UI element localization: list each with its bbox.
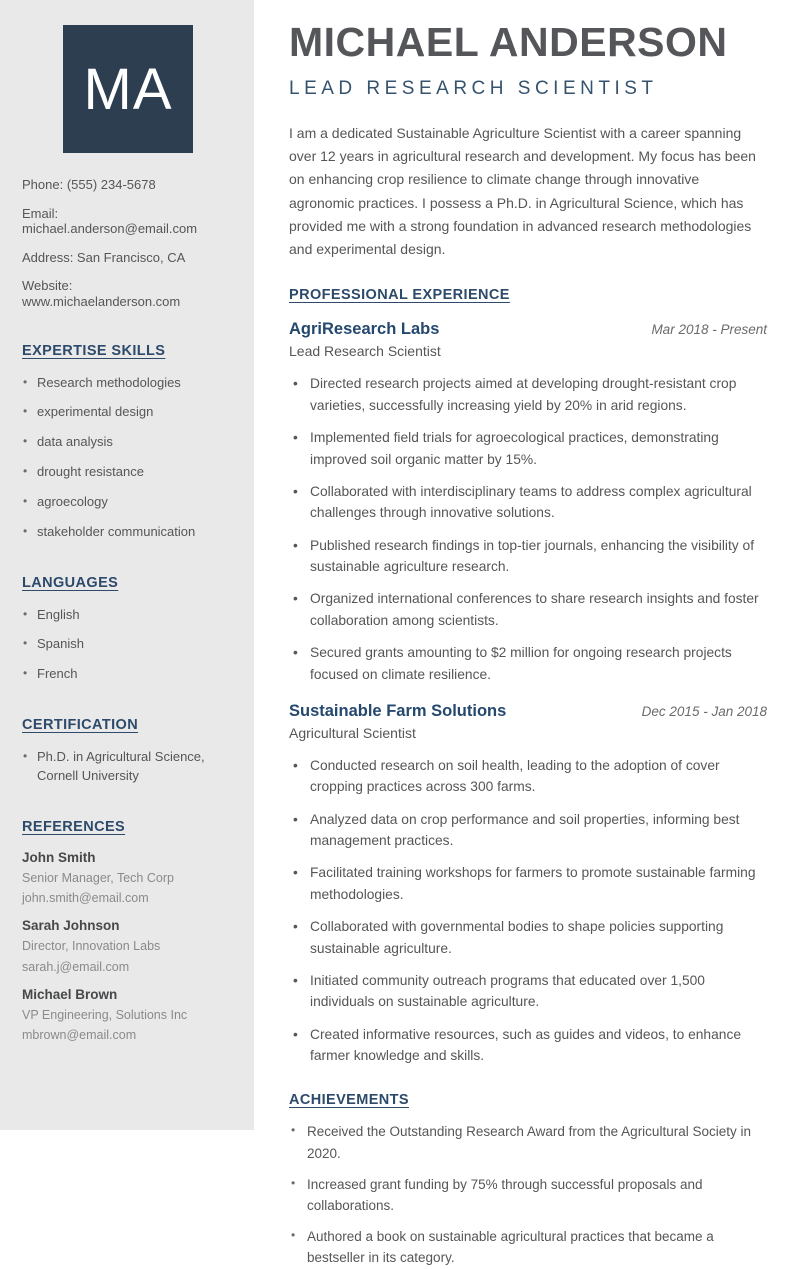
skill-item: • agroecology: [22, 493, 234, 512]
skills-section: [22, 343, 234, 542]
certification-section-title: CERTIFICATION: [22, 717, 139, 734]
job-bullet: • Initiated community outreach programs that educated over 1,500 individuals on sustainable agriculture.: [289, 970, 767, 1013]
contact-email: Email: michael.anderson@email.com: [22, 205, 198, 237]
job-company: Sustainable Farm Solutions: [289, 701, 507, 720]
job-bullet-list: [289, 755, 767, 1067]
job-bullet: • Secured grants amounting to $2 million for ongoing research projects focused on climate resilience.: [289, 642, 767, 685]
job-bullet: • Published research findings in top-tier journals, enhancing the visibility of sustainable agriculture research.: [289, 535, 767, 578]
reference-name: John Smith: [22, 849, 96, 865]
contact-phone: Phone: (555) 234-5678: [22, 177, 156, 192]
job-dates: Mar 2018 - Present: [651, 322, 767, 338]
job-header: [289, 320, 767, 339]
certification-section: [22, 717, 234, 786]
job-entry: [289, 702, 767, 1067]
reference-role: VP Engineering, Solutions Inc: [22, 1007, 188, 1022]
experience-section-title: PROFESSIONAL EXPERIENCE: [289, 287, 510, 304]
contact-address: Address: San Francisco, CA: [22, 249, 186, 265]
reference-entry: [22, 918, 234, 975]
achievement-item: • Authored a book on sustainable agricultural practices that became a bestseller in its category.: [289, 1226, 767, 1269]
certification-list: [22, 748, 234, 786]
achievement-item: • Increased grant funding by 75% through successful proposals and collaborations.: [289, 1174, 767, 1217]
skills-section-title: EXPERTISE SKILLS: [22, 342, 166, 359]
reference-role: Senior Manager, Tech Corp: [22, 870, 174, 885]
job-company: AgriResearch Labs: [289, 320, 440, 339]
reference-email: sarah.j@email.com: [22, 959, 130, 974]
references-section: [22, 819, 234, 1044]
job-bullet: • Facilitated training workshops for farmers to promote sustainable farming methodologies.: [289, 862, 767, 905]
achievement-item: • Received the Outstanding Research Award from the Agricultural Society in 2020.: [289, 1121, 767, 1164]
job-bullet: • Conducted research on soil health, leading to the adoption of cover cropping practices across 300 farms.: [289, 755, 767, 798]
achievements-list: [289, 1121, 767, 1269]
achievements-section-title: ACHIEVEMENTS: [289, 1092, 410, 1109]
language-item: • Spanish: [22, 635, 234, 654]
job-bullet: • Implemented field trials for agroecological practices, demonstrating improved soil organic matter by 15%.: [289, 427, 767, 470]
language-item: • English: [22, 606, 234, 625]
reference-email: john.smith@email.com: [22, 891, 149, 906]
language-item: • French: [22, 665, 234, 684]
person-job-title: LEAD RESEARCH SCIENTIST: [289, 78, 658, 99]
monogram-initials: MA: [83, 56, 173, 122]
job-role: Agricultural Scientist: [289, 724, 416, 741]
skill-item: • stakeholder communication: [22, 523, 234, 542]
job-bullet: • Created informative resources, such as guides and videos, to enhance farmer knowledge and skills.: [289, 1024, 767, 1067]
job-bullet: • Organized international conferences to share research insights and foster collaboration among scientists.: [289, 588, 767, 631]
reference-entry: [22, 850, 234, 907]
skills-list: [22, 374, 234, 542]
skill-item: • data analysis: [22, 433, 234, 452]
job-header: [289, 702, 767, 721]
skill-item: • drought resistance: [22, 463, 234, 482]
languages-section: [22, 575, 234, 685]
person-name: MICHAEL ANDERSON: [289, 19, 728, 65]
contact-block: [22, 177, 234, 310]
summary-paragraph: I am a dedicated Sustainable Agriculture Scientist with a career spanning over 12 years in agricultural research and development. My focus has been on enhancing crop resilience to climate change through innovative agronomic practices. I possess a Ph.D. in Agricultural Science, which has provided me with a strong foundation in advanced research methodologies and experimental design.: [289, 125, 756, 258]
job-bullet: • Collaborated with interdisciplinary teams to address complex agricultural challenges through innovative solutions.: [289, 481, 767, 524]
job-bullet-list: [289, 373, 767, 685]
certification-item: • Ph.D. in Agricultural Science, Cornell University: [22, 748, 234, 786]
job-bullet: • Collaborated with governmental bodies to shape policies supporting sustainable agriculture.: [289, 916, 767, 959]
languages-section-title: LANGUAGES: [22, 574, 119, 591]
monogram-badge: [63, 25, 193, 153]
job-bullet: • Directed research projects aimed at developing drought-resistant crop varieties, successfully increasing yield by 20% in arid regions.: [289, 373, 767, 416]
sidebar: [0, 0, 254, 1130]
reference-name: Michael Brown: [22, 986, 118, 1002]
languages-list: [22, 606, 234, 685]
job-bullet: • Analyzed data on crop performance and soil properties, informing best management practices.: [289, 809, 767, 852]
skill-item: • Research methodologies: [22, 374, 234, 393]
reference-name: Sarah Johnson: [22, 918, 120, 934]
job-dates: Dec 2015 - Jan 2018: [641, 703, 767, 719]
reference-entry: [22, 987, 234, 1044]
job-role: Lead Research Scientist: [289, 343, 441, 360]
reference-role: Director, Innovation Labs: [22, 939, 161, 954]
main-column: [254, 0, 800, 1266]
job-entry: [289, 320, 767, 685]
contact-website: Website: www.michaelanderson.com: [22, 278, 181, 309]
reference-email: mbrown@email.com: [22, 1028, 137, 1043]
skill-item: • experimental design: [22, 403, 234, 422]
references-section-title: REFERENCES: [22, 818, 126, 835]
